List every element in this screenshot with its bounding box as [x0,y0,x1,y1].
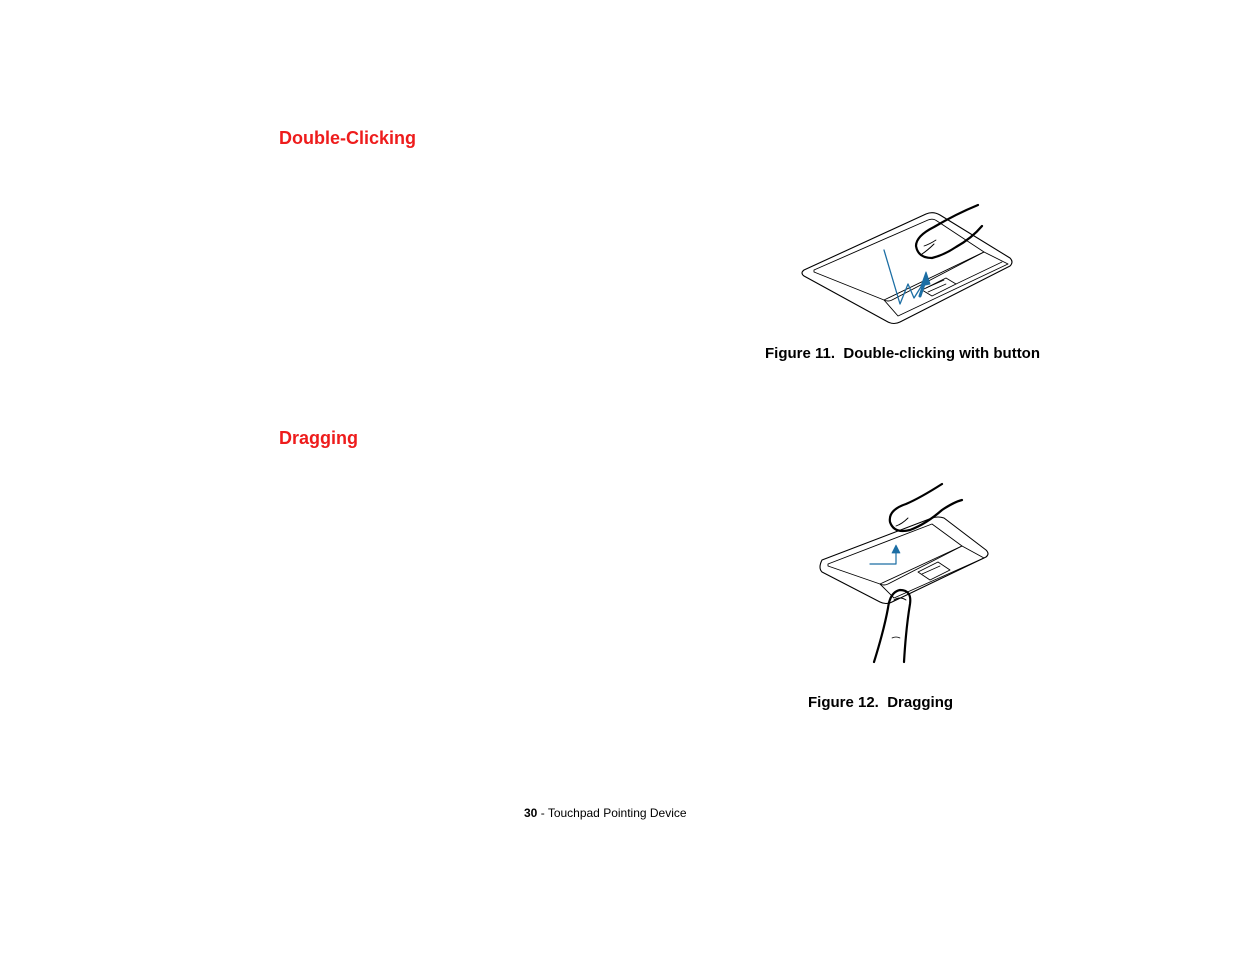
page-footer [524,806,687,821]
section-heading-double-clicking: Double-Clicking [279,128,417,148]
section-heading-dragging: Dragging [279,428,358,448]
figure-caption-11: Figure 11. Double-clicking with button [765,345,1041,362]
touchpad-double-click-illustration [796,200,1018,328]
touchpad-drag-illustration [814,480,992,666]
footer-separator: - [537,806,548,820]
figure-caption-12: Figure 12. Dragging [808,694,954,711]
page-number: 30 [524,806,538,820]
footer-title: Touchpad Pointing Device [547,806,687,820]
